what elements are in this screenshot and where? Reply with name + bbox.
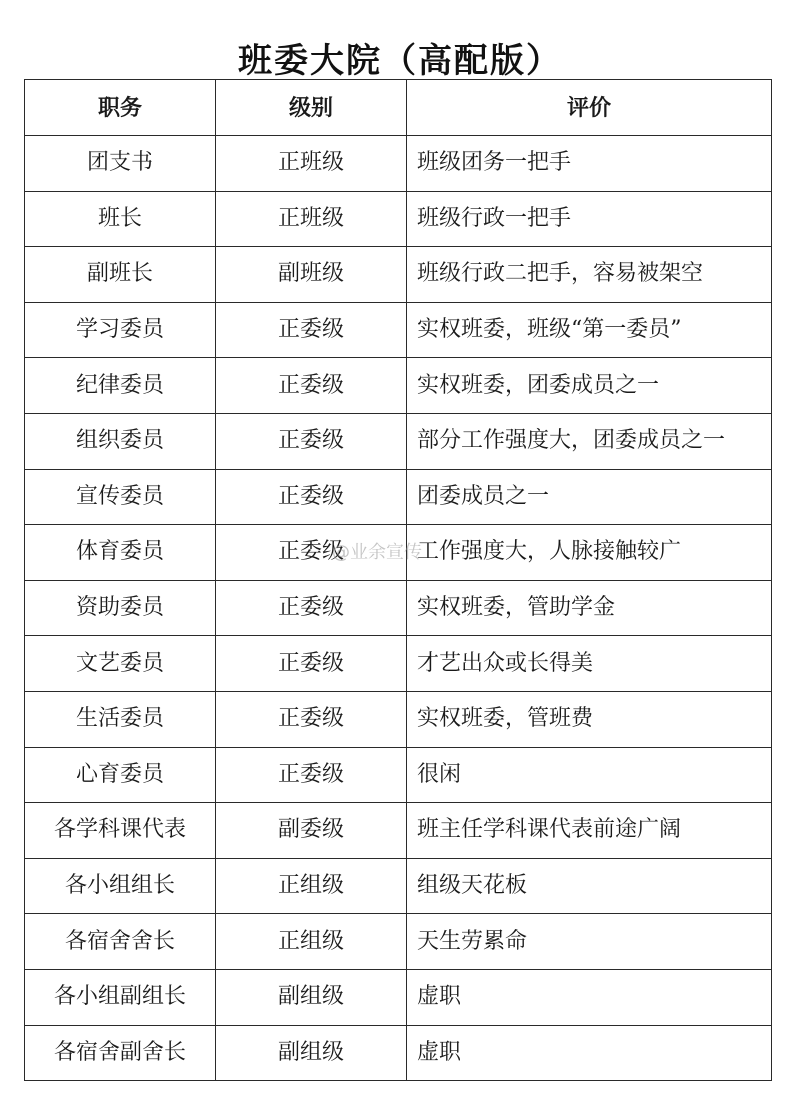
- cell-evaluation: 团委成员之一: [407, 469, 772, 525]
- cell-position: 文艺委员: [25, 636, 216, 692]
- cell-evaluation: 实权班委，管助学金: [407, 580, 772, 636]
- table-row: [25, 580, 772, 636]
- cell-rank: 正组级: [216, 914, 407, 970]
- cell-evaluation: 班主任学科课代表前途广阔: [407, 803, 772, 859]
- cell-position: 副班长: [25, 247, 216, 303]
- watermark: @业余宣传: [332, 542, 422, 563]
- page-title: 班委大院（高配版）: [238, 40, 562, 81]
- cell-rank: 正委级: [216, 580, 407, 636]
- table-row: [25, 747, 772, 803]
- cell-evaluation: 班级行政一把手: [407, 191, 772, 247]
- table-row: [25, 525, 772, 581]
- cell-evaluation: 组级天花板: [407, 858, 772, 914]
- table-header-row: [25, 80, 772, 136]
- cell-evaluation: 天生劳累命: [407, 914, 772, 970]
- cell-rank: 正委级: [216, 302, 407, 358]
- cell-evaluation: 班级团务一把手: [407, 136, 772, 192]
- cell-rank: 副组级: [216, 1025, 407, 1081]
- cell-position: 班长: [25, 191, 216, 247]
- table-row: [25, 247, 772, 303]
- cell-position: 组织委员: [25, 413, 216, 469]
- cell-evaluation: 很闲: [407, 747, 772, 803]
- cell-evaluation: 实权班委，团委成员之一: [407, 358, 772, 414]
- cell-rank: 正委级: [216, 525, 407, 581]
- cell-evaluation: 才艺出众或长得美: [407, 636, 772, 692]
- table-row: [25, 636, 772, 692]
- cell-evaluation: 部分工作强度大，团委成员之一: [407, 413, 772, 469]
- cell-evaluation: 虚职: [407, 1025, 772, 1081]
- cell-rank: 正委级: [216, 413, 407, 469]
- cell-rank: 正班级: [216, 191, 407, 247]
- cadre-table: [24, 79, 772, 1081]
- table-row: [25, 191, 772, 247]
- cell-rank: 正委级: [216, 358, 407, 414]
- cell-position: 心育委员: [25, 747, 216, 803]
- table-row: [25, 858, 772, 914]
- cell-position: 各小组组长: [25, 858, 216, 914]
- table-row: [25, 969, 772, 1025]
- cell-rank: 副委级: [216, 803, 407, 859]
- cell-position: 生活委员: [25, 691, 216, 747]
- cell-position: 各宿舍副舍长: [25, 1025, 216, 1081]
- table-row: [25, 469, 772, 525]
- cell-position: 宣传委员: [25, 469, 216, 525]
- cell-position: 学习委员: [25, 302, 216, 358]
- cell-position: 资助委员: [25, 580, 216, 636]
- table-row: [25, 691, 772, 747]
- cell-position: 团支书: [25, 136, 216, 192]
- cell-rank: 正委级: [216, 691, 407, 747]
- cell-evaluation: 工作强度大，人脉接触较广: [407, 525, 772, 581]
- cell-position: 体育委员: [25, 525, 216, 581]
- cell-rank: 副组级: [216, 969, 407, 1025]
- table-row: [25, 803, 772, 859]
- cell-evaluation: 实权班委，班级“第一委员”: [407, 302, 772, 358]
- header-evaluation: 评价: [407, 80, 772, 136]
- cell-evaluation: 实权班委，管班费: [407, 691, 772, 747]
- table-row: [25, 1025, 772, 1081]
- cell-position: 各学科课代表: [25, 803, 216, 859]
- header-position: 职务: [25, 80, 216, 136]
- table-row: [25, 358, 772, 414]
- table-row: [25, 413, 772, 469]
- cell-evaluation: 虚职: [407, 969, 772, 1025]
- cell-position: 各宿舍舍长: [25, 914, 216, 970]
- cell-rank: 正委级: [216, 636, 407, 692]
- cell-position: 各小组副组长: [25, 969, 216, 1025]
- cell-rank: 正班级: [216, 136, 407, 192]
- cell-rank: 正委级: [216, 747, 407, 803]
- table-row: [25, 136, 772, 192]
- cell-evaluation: 班级行政二把手，容易被架空: [407, 247, 772, 303]
- table-body: [25, 136, 772, 1081]
- cell-rank: 正委级: [216, 469, 407, 525]
- table-row: [25, 302, 772, 358]
- table-row: [25, 914, 772, 970]
- header-rank: 级别: [216, 80, 407, 136]
- table-container: [24, 79, 771, 1081]
- cell-rank: 副班级: [216, 247, 407, 303]
- cell-rank: 正组级: [216, 858, 407, 914]
- cell-position: 纪律委员: [25, 358, 216, 414]
